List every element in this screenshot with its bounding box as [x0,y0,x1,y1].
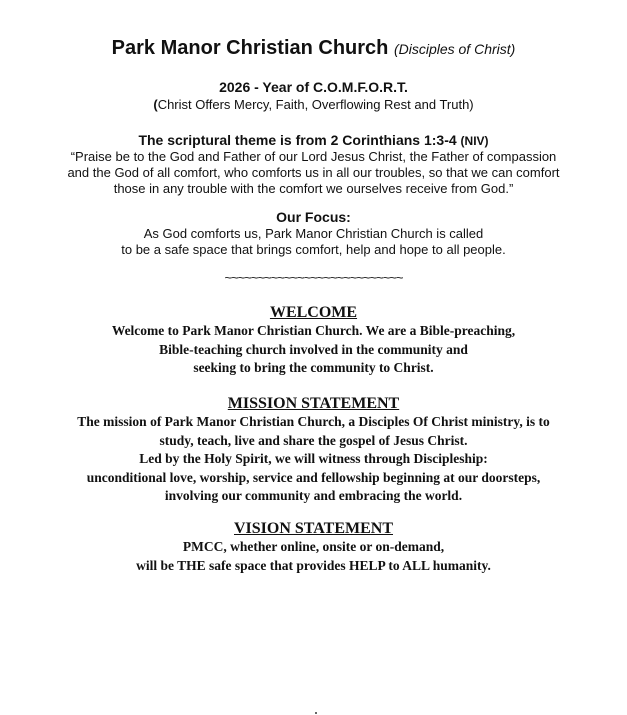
welcome-line: seeking to bring the community to Christ. [193,360,434,375]
welcome-line: Bible-teaching church involved in the community and [159,341,468,357]
mission-line: study, teach, live and share the gospel of Jesus Christ. [159,432,468,448]
verse-line: and the God of all comfort, who comforts us in all our troubles, so that we can comfort [67,165,560,180]
mission-line: The mission of Park Manor Christian Church, a Disciples Of Christ ministry, is to [77,414,550,429]
welcome-heading: WELCOME [269,304,358,321]
verse-line: “Praise be to the God and Father of our Lord Jesus Christ, the Father of compassion [70,149,557,164]
acronym-expansion: Christ Offers Mercy, Faith, Overflowing Rest and Truth) [157,97,474,112]
vision-heading: VISION STATEMENT [234,520,393,537]
mission-line: unconditional love, worship, service and fellowship beginning at our doorsteps, [86,469,541,485]
year-theme-title: 2026 - Year of C.O.M.F.O.R.T. [219,79,408,95]
scripture-reference: The scriptural theme is from 2 Corinthians 1:3-4 [138,132,457,148]
scripture-verse [0,149,627,197]
page-title [0,36,627,61]
mission-line: Led by the Holy Spirit, we will witness through Discipleship: [139,451,488,466]
church-name: Park Manor Christian Church [111,37,389,59]
focus-statement [0,226,627,258]
mission-line: involving our community and embracing the world. [164,488,463,503]
mission-heading: MISSION STATEMENT [227,395,400,412]
welcome-line: Welcome to Park Manor Christian Church. We are a Bible-preaching, [111,323,516,338]
page-marker-dot [315,712,317,714]
mission-text [0,413,627,506]
vision-line: PMCC, whether online, onsite or on-demand, [182,539,445,554]
vision-line: will be THE safe space that provides HELP to ALL humanity. [136,557,491,573]
welcome-text [0,322,627,378]
vision-text [0,538,627,575]
focus-line: As God comforts us, Park Manor Christian Church is called [143,226,484,241]
year-theme-expansion [0,96,627,113]
bible-version: (NIV) [460,134,489,148]
focus-heading: Our Focus: [276,209,351,225]
verse-line: those in any trouble with the comfort we ourselves receive from God.” [113,181,514,196]
church-affiliation: (Disciples of Christ) [393,41,516,57]
open-paren: ( [153,97,158,112]
tilde-divider: ~~~~~~~~~~~~~~~~~~~~~~~~~~~ [224,270,403,285]
scripture-theme-title [0,131,627,150]
focus-line: to be a safe space that brings comfort, help and hope to all people. [121,242,506,257]
